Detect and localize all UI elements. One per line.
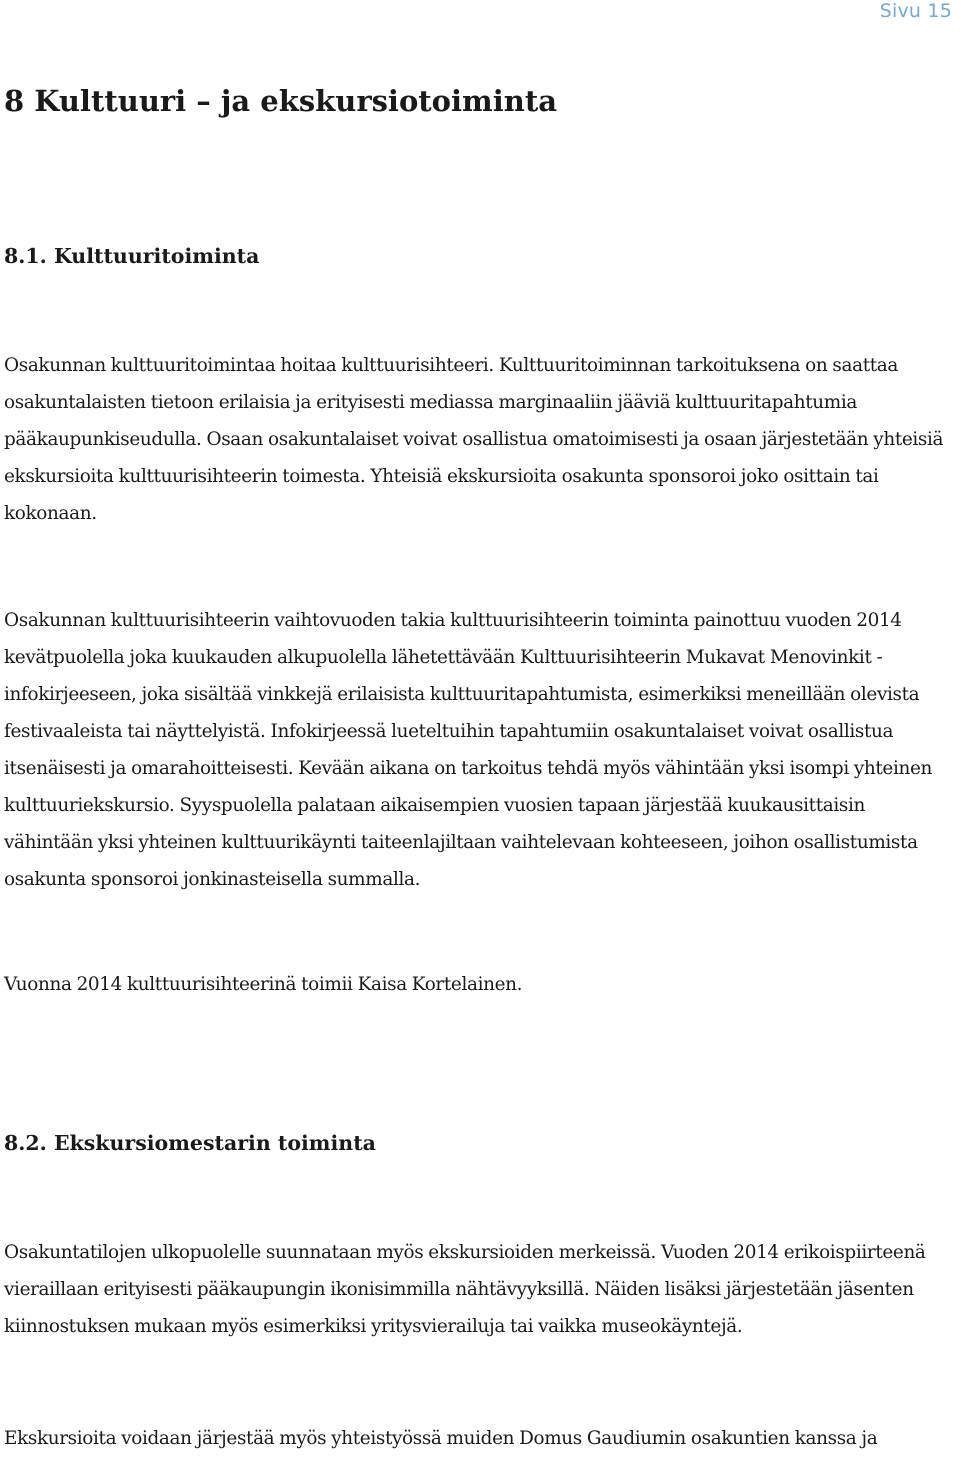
paragraph-excursions-cooperation bbox=[4, 1420, 954, 1457]
paragraph-text: Vuonna 2014 kulttuurisihteerinä toimii Kaisa Kortelainen. bbox=[4, 974, 523, 995]
paragraph-text: Osakunnan kulttuurisihteerin vaihtovuoden takia kulttuurisihteerin toiminta painottuu vuoden 2014 kevätpuolella joka kuukauden alkupuolella lähetettävään Kulttuurisihteerin Mukavat Menovinkit -infokirjeeseen, joka sisältää vinkkejä erilaisista kulttuuritapahtumista, esimerkiksi meneillään olevista festivaaleista tai näyttelyistä. Infokirjeessä lueteltuihin tapahtumiin osakuntalaiset voivat osallistua itsenäisesti ja omarahoitteisesti. Kevään aikana on tarkoitus tehdä myös vähintään yksi isompi yhteinen kulttuuriekskursio. Syyspuolella palataan aikaisempien vuosien tapaan järjestää kuukausittaisin vähintään yksi yhteinen kulttuurikäynti taiteenlajiltaan vaihtelevaan kohteeseen, joihon osallistumista osakunta sponsoroi jonkinasteisella summalla. bbox=[4, 610, 933, 890]
paragraph-culture-secretary bbox=[4, 966, 954, 1003]
paragraph-excursions-intro bbox=[4, 1234, 954, 1345]
paragraph-culture-details bbox=[4, 602, 954, 898]
page-number: Sivu 15 bbox=[879, 0, 952, 22]
paragraph-text: Ekskursioita voidaan järjestää myös yhteistyössä muiden Domus Gaudiumin osakuntien kanssa ja bbox=[4, 1428, 878, 1449]
paragraph-culture-intro bbox=[4, 347, 954, 532]
subsection-heading-culture: 8.1. Kulttuuritoiminta bbox=[4, 244, 260, 268]
paragraph-text: Osakuntatilojen ulkopuolelle suunnataan myös ekskursioiden merkeissä. Vuoden 2014 erikoispiirteenä vieraillaan erityisesti pääkaupungin ikonisimmilla nähtävyyksillä. Näiden lisäksi järjestetään jäsenten kiinnostuksen mukaan myös esimerkiksi yritysvierailuja tai vaikka museokäyntejä. bbox=[4, 1242, 926, 1337]
section-heading: 8 Kulttuuri – ja ekskursiotoiminta bbox=[4, 84, 558, 118]
paragraph-text: Osakunnan kulttuuritoimintaa hoitaa kulttuurisihteeri. Kulttuuritoiminnan tarkoituksena on saattaa osakuntalaisten tietoon erilaisia ja erityisesti mediassa marginaaliin jääviä kulttuuritapahtumia pääkaupunkiseudulla. Osaan osakuntalaiset voivat osallistua omatoimisesti ja osaan järjestetään yhteisiä ekskursioita kulttuurisihteerin toimesta. Yhteisiä ekskursioita osakunta sponsoroi joko osittain tai kokonaan. bbox=[4, 355, 944, 524]
subsection-heading-excursions: 8.2. Ekskursiomestarin toiminta bbox=[4, 1131, 376, 1155]
